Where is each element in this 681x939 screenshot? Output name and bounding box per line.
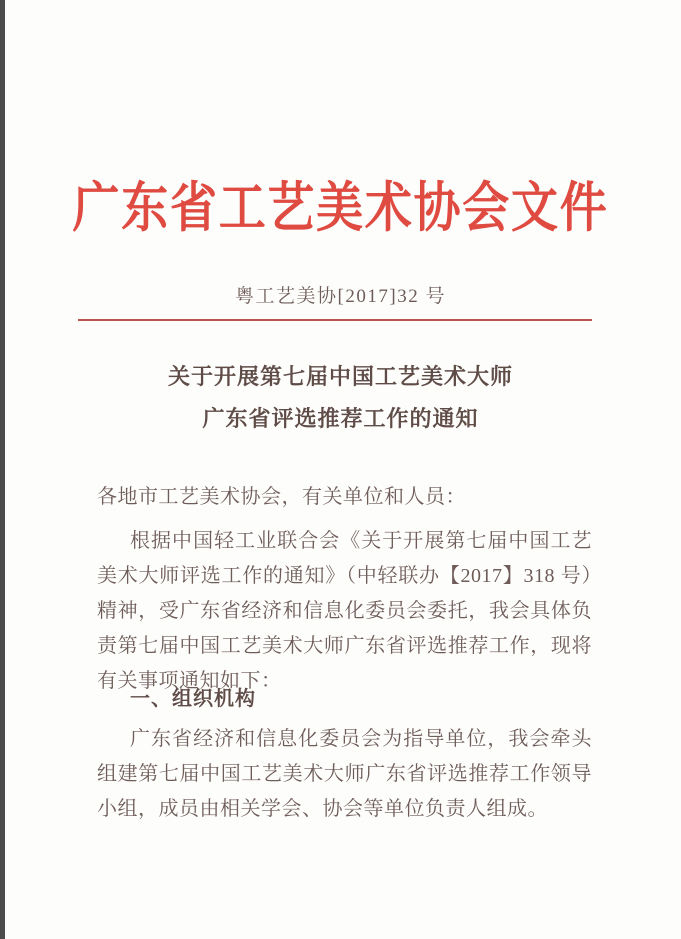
document-title-line1: 关于开展第七届中国工艺美术大师: [167, 364, 513, 389]
salutation-line: 各地市工艺美术协会，有关单位和人员：: [97, 486, 466, 508]
org-header-title: 广东省工艺美术协会文件: [72, 178, 609, 238]
document-title-line2: 广东省评选推荐工作的通知: [202, 406, 479, 431]
section-heading-1: 一、组织机构: [130, 688, 256, 710]
document-number: 粤工艺美协[2017]32 号: [235, 286, 446, 307]
document-title: [0, 356, 681, 440]
scan-edge-strip: [0, 0, 5, 939]
body-paragraph-1: 根据中国轻工业联合会《关于开展第七届中国工艺美术大师评选工作的通知》（中轻联办【2017】318 号）精神，受广东省经济和信息化委员会委托，我会具体负责第七届中国工艺美术大师广东省评选推荐工作，现将有关事项通知如下：: [97, 530, 592, 692]
body-paragraph-2: 广东省经济和信息化委员会为指导单位，我会牵头组建第七届中国工艺美术大师广东省评选推荐工作领导小组，成员由相关学会、协会等单位负责人组成。: [97, 728, 592, 820]
red-divider-line: [78, 319, 592, 321]
